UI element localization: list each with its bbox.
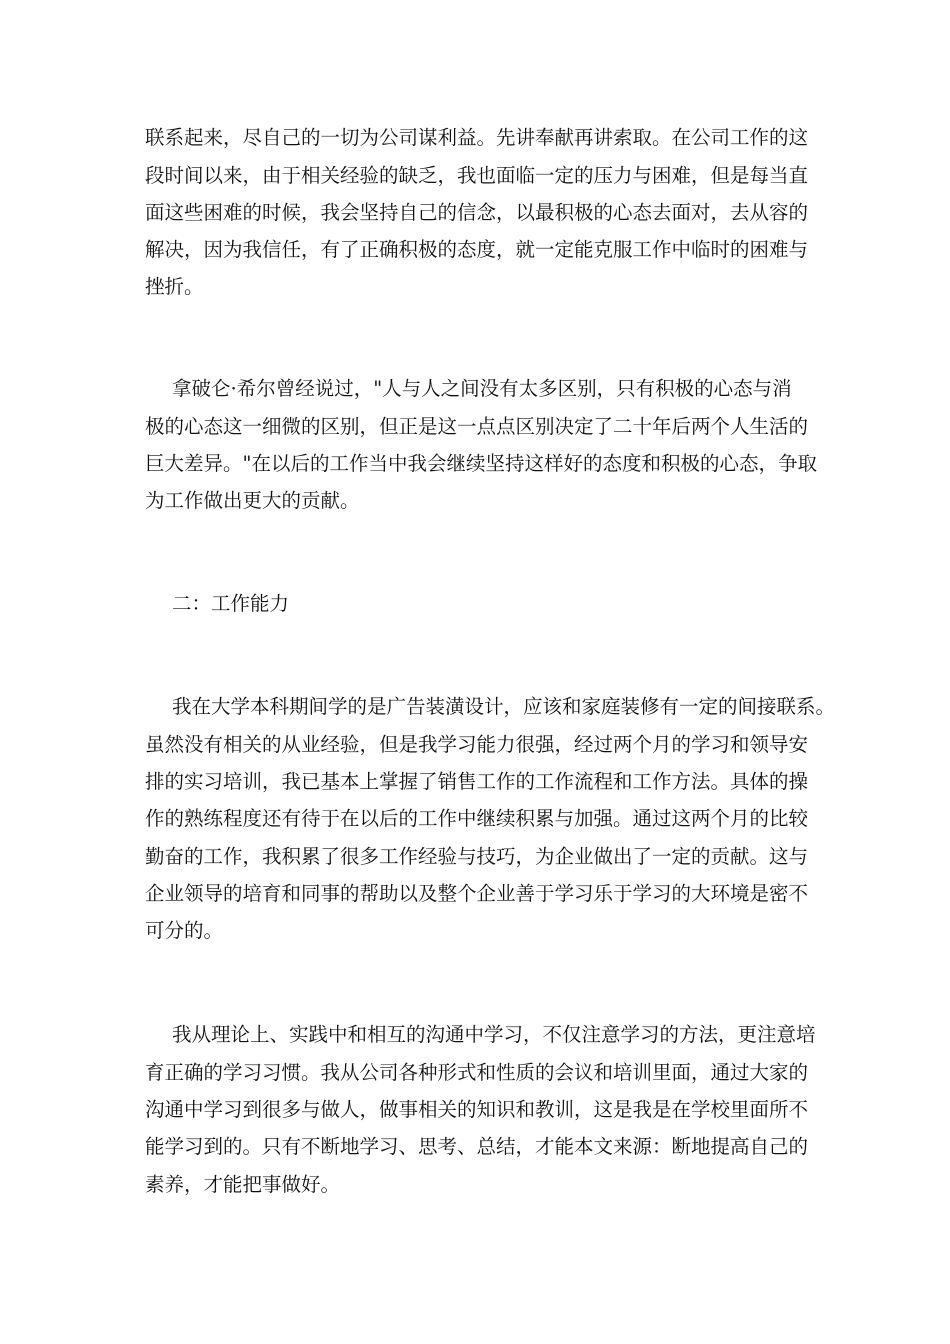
paragraph-3-line-6: 企业领导的培育和同事的帮助以及整个企业善于学习乐于学习的大环境是密不 (145, 882, 809, 905)
paragraph-3-line-7: 可分的。 (145, 919, 224, 942)
paragraph-4-line-1: 我从理论上、实践中和相互的沟通中学习，不仅注意学习的方法，更注意培 (172, 1023, 816, 1046)
paragraph-4-line-4: 能学习到的。只有不断地学习、思考、总结，才能本文来源：断地提高自己的 (145, 1135, 809, 1158)
paragraph-3-line-4: 作的熟练程度还有待于在以后的工作中继续积累与加强。通过这两个月的比较 (145, 807, 809, 830)
paragraph-1-line-3: 面这些困难的时候，我会坚持自己的信念，以最积极的心态去面对，去从容的 (145, 201, 809, 224)
paragraph-3-line-2: 虽然没有相关的从业经验，但是我学习能力很强，经过两个月的学习和领导安 (145, 733, 809, 756)
paragraph-3-line-1: 我在大学本科期间学的是广告装潢设计，应该和家庭装修有一定的间接联系。 (172, 695, 836, 718)
paragraph-2-line-1: 拿破仑·希尔曾经说过，"人与人之间没有太多区别，只有积极的心态与消 (172, 377, 792, 400)
section-heading: 二：工作能力 (172, 592, 290, 615)
paragraph-2-line-2: 极的心态这一细微的区别，但正是这一点点区别决定了二十年后两个人生活的 (145, 415, 809, 438)
paragraph-2-line-3: 巨大差异。"在以后的工作当中我会继续坚持这样好的态度和积极的心态，争取 (145, 452, 817, 475)
paragraph-4-line-2: 育正确的学习习惯。我从公司各种形式和性质的会议和培训里面，通过大家的 (145, 1061, 809, 1084)
paragraph-1-line-5: 挫折。 (145, 275, 204, 298)
paragraph-3-line-5: 勤奋的工作，我积累了很多工作经验与技巧，为企业做出了一定的贡献。这与 (145, 845, 809, 868)
paragraph-4-line-5: 素养，才能把事做好。 (145, 1173, 341, 1196)
paragraph-2-line-4: 为工作做出更大的贡献。 (145, 489, 360, 512)
paragraph-1-line-1: 联系起来，尽自己的一切为公司谋利益。先讲奉献再讲索取。在公司工作的这 (145, 126, 809, 149)
paragraph-3-line-3: 排的实习培训，我已基本上掌握了销售工作的工作流程和工作方法。具体的操 (145, 770, 809, 793)
paragraph-4-line-3: 沟通中学习到很多与做人，做事相关的知识和教训，这是我是在学校里面所不 (145, 1098, 809, 1121)
paragraph-1-line-2: 段时间以来，由于相关经验的缺乏，我也面临一定的压力与困难，但是每当直 (145, 164, 809, 187)
paragraph-1-line-4: 解决，因为我信任，有了正确积极的态度，就一定能克服工作中临时的困难与 (145, 238, 809, 261)
